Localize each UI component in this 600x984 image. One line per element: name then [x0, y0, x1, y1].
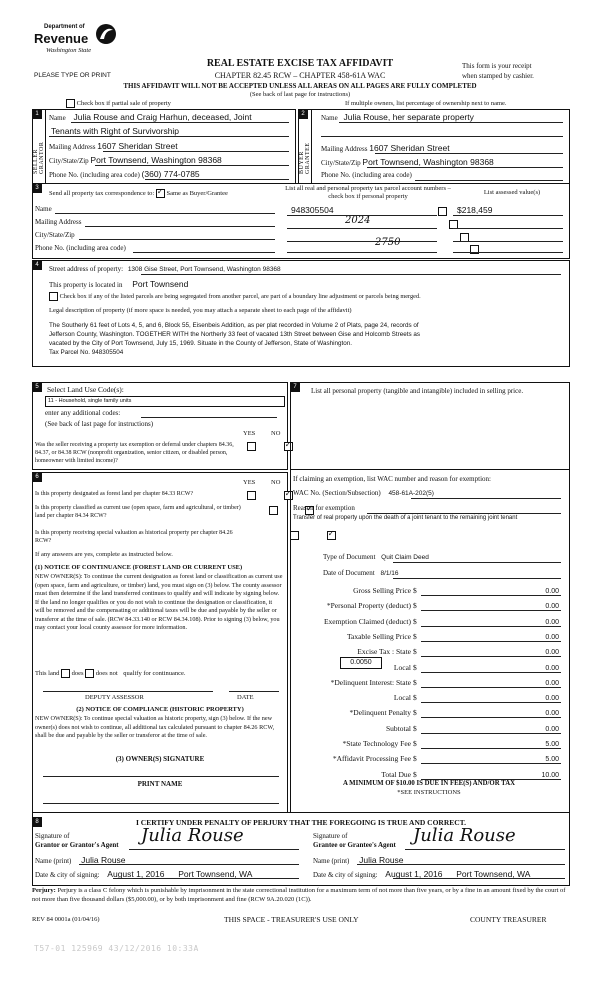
fee-line — [421, 672, 561, 673]
located-label: This property is located in — [49, 281, 123, 289]
seller-city-value: Port Townsend, Washington 98368 — [90, 155, 222, 165]
seller-name-value: Julia Rouse and Craig Harhun, deceased, Joint — [73, 112, 252, 122]
section-number: 2 — [298, 109, 308, 119]
fee-row — [295, 678, 561, 689]
dor-logo — [34, 20, 120, 62]
buyer-side-label: BUYER GRANTEE — [299, 142, 311, 174]
multiple-owners-note: If multiple owners, list percentage of ownership next to name. — [345, 100, 507, 107]
seller-phone-value: (360) 774-0785 — [141, 169, 200, 179]
does-not-label: does not — [95, 669, 118, 677]
select-land-use-label: Select Land Use Code(s): — [47, 385, 124, 394]
fee-row — [295, 739, 561, 750]
fee-row — [295, 693, 561, 704]
fee-label: *Personal Property (deduct) — [326, 601, 411, 611]
fee-label: Local — [393, 662, 411, 672]
fee-row — [295, 724, 561, 735]
fee-row — [295, 770, 561, 781]
fee-value: 0.00 — [545, 603, 559, 611]
fee-line — [421, 641, 561, 642]
perjury-bold-label: Perjury: — [32, 887, 56, 894]
doc-type-value: Quit Claim Deed — [381, 554, 429, 561]
additional-codes-label: enter any additional codes: — [45, 409, 121, 417]
see-back: (See back of last page for instructions) — [249, 91, 351, 98]
additional-codes-input[interactable] — [141, 417, 277, 418]
yes-header: YES — [243, 430, 256, 437]
mailing-label: Mailing Address — [321, 145, 368, 153]
fee-line — [421, 610, 561, 611]
located-value: Port Townsend — [132, 279, 189, 289]
legal-line4: Tax Parcel No. 948305504 — [49, 349, 124, 356]
land-use-select[interactable]: 11 - Household, single family units — [45, 396, 285, 407]
section-number: 6 — [32, 472, 42, 482]
notice1-body: NEW OWNER(S): To continue the current designation as forest land or classification as current use (open space, farm and agriculture, or timber) land, you must sign on (3) below. The county assessor must then determine if the land transferred continues to qualify and will indicate by signing below. If the land no longer qualifies or you do not wish to continue the designation or classification, it will be removed and the compensating or additional taxes will be due and payable by the seller or transferor at the time of sale. (RCW 84.33.140 or RCW 84.34.108). Prior to signing (3) below, you may contact your local county assessor for more information. — [35, 573, 283, 631]
deputy-assessor-label: DEPUTY ASSESSOR — [85, 694, 144, 701]
grantee-signature: Julia Rouse — [413, 825, 516, 846]
fee-line — [421, 763, 561, 764]
historic-question: Is this property receiving special valuation as historical property per chapter 84.26 RCW? — [35, 530, 233, 544]
city-label: City/State/Zip — [49, 157, 89, 165]
fee-value: 0.00 — [545, 710, 559, 718]
fee-label: Taxable Selling Price — [346, 631, 411, 641]
this-land-label: This land — [35, 669, 60, 677]
doc-type-row — [323, 553, 429, 561]
doc-date-value: 8/1/16 — [380, 570, 399, 577]
dollar-sign: $ — [413, 754, 417, 764]
buyer-phone-row — [321, 171, 412, 179]
street-label: Street address of property: — [49, 265, 124, 273]
dept-line1: Department of — [44, 24, 85, 30]
grantor-sig-label2: Grantor or Grantor's Agent — [35, 841, 119, 849]
exemption-yes-checkbox[interactable] — [247, 442, 256, 451]
dollar-sign: $ — [413, 739, 417, 748]
fee-value: 0.00 — [545, 664, 559, 672]
form-title: REAL ESTATE EXCISE TAX AFFIDAVIT — [206, 58, 394, 69]
fee-row — [295, 663, 561, 674]
dollar-sign: $ — [413, 586, 417, 595]
grantee-name-value: Julia Rouse — [359, 855, 404, 865]
fee-line — [421, 687, 561, 688]
name-label: Name — [49, 114, 66, 122]
local-rate-box: 0.0050 — [340, 657, 382, 669]
grantor-city-value: Port Townsend, WA — [178, 869, 253, 879]
seller-phone-row — [49, 169, 291, 179]
qualify-label: qualify for continuance. — [123, 669, 186, 677]
no-header: NO — [271, 430, 281, 437]
fee-label: *Delinquent Penalty — [349, 708, 411, 718]
doc-date-label: Date of Document — [323, 569, 375, 577]
corr-mailing-label: Mailing Address — [35, 218, 82, 226]
land-use-see-back: (See back of last page for instructions) — [45, 420, 154, 428]
partial-sale-row — [66, 99, 171, 108]
county-treasurer: COUNTY TREASURER — [470, 915, 547, 924]
does-label: does — [71, 669, 84, 677]
yes-header: YES — [243, 479, 256, 486]
this-land-row — [35, 669, 186, 678]
wac-value: 458-61A-202(5) — [388, 490, 434, 497]
grantor-date-value: August 1, 2016 — [107, 869, 165, 879]
legal-line2: Jefferson County, Washington. TOGETHER WITH the Northerly 33 feet of vacated 13th Street between Gise and Holcomb Streets as — [49, 331, 420, 338]
personal-property-checkbox-1[interactable] — [438, 207, 447, 216]
fee-value: 5.00 — [545, 741, 559, 748]
please-type: PLEASE TYPE OR PRINT — [34, 72, 111, 79]
send-label: Send all property tax correspondence to: — [49, 189, 155, 197]
if-yes-note: If any answers are yes, complete as instructed below. — [35, 551, 173, 558]
doc-type-label: Type of Document — [323, 553, 376, 561]
grantor-sig-label1: Signature of — [35, 832, 70, 840]
seller-mailing-row — [49, 141, 291, 151]
dollar-sign: $ — [413, 693, 417, 703]
buyer-city-value: Port Townsend, Washington 98368 — [362, 157, 494, 167]
dollar-sign: $ — [413, 601, 417, 611]
dollar-sign: $ — [413, 662, 417, 672]
doc-date-row — [323, 569, 399, 577]
fee-row — [295, 708, 561, 719]
property-section — [32, 260, 570, 367]
current-use-question: Is this property classified as current use (open space, farm and agricultural, or timber) land per chapter 84.34 RCW? — [35, 505, 241, 519]
reason-label: Reason for exemption — [293, 504, 355, 512]
fee-label: Gross Selling Price — [353, 586, 411, 595]
fee-value: 0.00 — [545, 633, 559, 641]
date-label: DATE — [237, 694, 254, 701]
legal-line3: vacated by the City of Port Townsend, July 15, 1969. Situate in the County of Jefferson, State of Washington. — [49, 340, 353, 347]
fee-line — [421, 748, 561, 749]
fee-value: 0.00 — [545, 649, 559, 657]
partial-sale-label: Check box if partial sale of property — [76, 99, 171, 107]
name-print-label: Name (print) — [313, 857, 350, 865]
perjury-notice — [32, 887, 568, 904]
treasurer-use-only: THIS SPACE - TREASURER'S USE ONLY — [224, 915, 359, 924]
exemption-question: Was the seller receiving a property tax exemption or deferral under chapters 84.36, 84.37, or 84.38 RCW (nonprofit organization, senior citizen, or disabled person, homeowner with limited income)? — [35, 442, 234, 464]
fee-value: 0.00 — [545, 679, 559, 687]
name-label: Name — [321, 114, 338, 122]
section-number: 8 — [32, 817, 42, 827]
current-use-yes-checkbox[interactable] — [269, 506, 278, 515]
section-number: 5 — [32, 382, 42, 392]
parcel1-value: 948305504 — [291, 205, 334, 215]
parcel-header: List all real and personal property tax parcel account numbers – check box if personal property — [285, 185, 451, 200]
fee-label: Subtotal — [385, 723, 411, 733]
grantor-signature: Julia Rouse — [141, 825, 244, 846]
fee-label: *Delinquent Interest: State — [330, 677, 411, 687]
same-as-buyer-label: Same as Buyer/Grantee — [166, 189, 228, 197]
notice1-title: (1) NOTICE OF CONTINUANCE (FOREST LAND OR CURRENT USE) — [35, 564, 243, 571]
phone-label: Phone No. (including area code) — [49, 171, 140, 179]
exemption-label: If claiming an exemption, list WAC number and reason for exemption: — [293, 475, 491, 483]
phone-label: Phone No. (including area code) — [321, 171, 412, 179]
seller-name-row — [49, 112, 291, 122]
seller-mailing-value: 1607 Sheridan Street — [97, 141, 178, 151]
city-label: City/State/Zip — [321, 159, 361, 167]
forest-yes-checkbox[interactable] — [247, 491, 256, 500]
does-not-checkbox[interactable] — [85, 669, 94, 678]
wac-row — [293, 489, 434, 497]
send-correspondence-row — [49, 189, 228, 198]
fee-value: 5.00 — [545, 756, 559, 764]
dollar-sign: $ — [413, 723, 417, 733]
buyer-mailing-row — [321, 143, 565, 153]
fee-line — [421, 626, 561, 627]
hand-note-2: 2750 — [375, 237, 401, 248]
name-print-label: Name (print) — [35, 857, 72, 865]
seller-section — [32, 109, 296, 184]
dollar-sign: $ — [413, 616, 417, 626]
corr-city-label: City/State/Zip — [35, 231, 75, 239]
fee-row — [295, 617, 561, 628]
corr-phone-label: Phone No. (including area code) — [35, 244, 126, 252]
signature-section — [32, 812, 570, 886]
notice3-title: (3) OWNER(S) SIGNATURE — [115, 755, 205, 763]
fee-value: 0.00 — [545, 695, 559, 703]
receipt-note1: This form is your receipt — [462, 62, 532, 70]
grantee-date-value: August 1, 2016 — [385, 869, 443, 879]
same-as-buyer-checkbox[interactable] — [156, 189, 165, 198]
corr-name-label: Name — [35, 205, 52, 213]
fee-row — [295, 647, 561, 658]
grantee-city-value: Port Townsend, WA — [456, 869, 531, 879]
dollar-sign: $ — [413, 769, 417, 779]
section-number: 3 — [32, 183, 42, 193]
mailing-label: Mailing Address — [49, 143, 96, 151]
buyer-name-value: Julia Rouse, her separate property — [343, 112, 474, 122]
seller-side-label: SELLER GRANTOR — [33, 141, 45, 174]
dor-logo-mark-icon — [95, 23, 117, 45]
certify-statement: I CERTIFY UNDER PENALTY OF PERJURY THAT THE FOREGOING IS TRUE AND CORRECT. — [135, 818, 466, 827]
correspondence-section — [32, 183, 570, 259]
see-instructions-note: *SEE INSTRUCTIONS — [397, 789, 461, 796]
fee-line — [421, 656, 561, 657]
dollar-sign: $ — [413, 631, 417, 641]
fee-label: Local — [393, 693, 411, 703]
date-city-label: Date & city of signing: — [35, 871, 100, 879]
forest-question: Is this property designated as forest land per chapter 84.33 RCW? — [35, 491, 194, 497]
buyer-name-row — [321, 112, 565, 122]
section-number: 1 — [32, 109, 42, 119]
legal-line1: The Southerly 61 feet of Lots 4, 5, and 6, Block 55, Eisenbeis Addition, as per plat recorded in Volume 2 of Plats, page 24, records of — [49, 322, 419, 329]
assessed-header: List assessed value(s) — [483, 189, 541, 196]
located-row — [49, 279, 188, 289]
land-use-section — [32, 382, 288, 470]
fee-row — [295, 601, 561, 612]
fee-value: 0.00 — [545, 618, 559, 626]
buyer-mailing-value: 1607 Sheridan Street — [369, 143, 450, 153]
fee-row — [295, 754, 561, 765]
fee-label: Exemption Claimed (deduct) — [323, 616, 411, 626]
section-number: 7 — [290, 382, 300, 392]
wac-label: WAC No. (Section/Subsection) — [293, 489, 381, 497]
no-header: NO — [271, 479, 281, 486]
dept-line3: Washington State — [46, 47, 92, 54]
dept-line2: Revenue — [34, 31, 89, 46]
segregated-checkbox[interactable] — [49, 292, 58, 301]
date-city-label: Date & city of signing: — [313, 871, 378, 879]
partial-sale-checkbox[interactable] — [66, 99, 75, 108]
fee-value: 0.00 — [545, 725, 559, 733]
does-checkbox[interactable] — [61, 669, 70, 678]
seller-name-value2: Tenants with Right of Survivorship — [51, 126, 180, 136]
forest-land-section — [32, 472, 288, 813]
treasurer-stamp: T57-01 125969 43/12/2016 10:33A — [34, 944, 199, 953]
fee-label: Total Due — [381, 769, 411, 779]
notice2-title: (2) NOTICE OF COMPLIANCE (HISTORIC PROPERTY) — [76, 706, 244, 713]
hand-note-1: 2024 — [345, 215, 371, 226]
dollar-sign: $ — [413, 647, 417, 657]
section-number: 4 — [32, 260, 42, 270]
dollar-sign: $ — [413, 708, 417, 718]
fee-line — [421, 595, 561, 596]
perjury-text: Perjury is a class C felony which is punishable by imprisonment in the state correctional institution for a maximum term of not more than five years, or by a fine in an amount fixed by the court of not more than five thousand dollars ($5,000.00), or by both imprisonment and fine (RCW 9A.20.020 (1C)). — [32, 887, 566, 903]
notice2-body: NEW OWNER(S): To continue special valuation as historic property, sign (3) below. If the new owner(s) does not wish to continue, all additional tax calculated pursuant to chapter 84.26 RCW, shall be due and payable by the seller or transferor at the time of sale. — [35, 715, 275, 739]
form-subtitle: CHAPTER 82.45 RCW – CHAPTER 458-61A WAC — [214, 71, 386, 80]
grantee-sig-label2: Grantee or Grantee's Agent — [313, 841, 396, 849]
personal-property-list-label: List all personal property (tangible and intangible) included in selling price. — [311, 387, 524, 395]
seller-city-row — [49, 155, 291, 165]
fee-row — [295, 632, 561, 643]
fee-label: *State Technology Fee — [342, 739, 411, 748]
dollar-sign: $ — [413, 677, 417, 687]
form-revision: REV 84 0001a (01/04/16) — [32, 916, 100, 923]
form-warning: THIS AFFIDAVIT WILL NOT BE ACCEPTED UNLESS ALL AREAS ON ALL PAGES ARE FULLY COMPLETED — [123, 82, 477, 90]
grantor-name-value: Julia Rouse — [81, 855, 126, 865]
assessed1-value: $218,459 — [457, 205, 493, 215]
receipt-note2: when stamped by cashier. — [462, 72, 534, 80]
fee-label: *Affidavit Processing Fee — [332, 754, 411, 764]
buyer-city-row — [321, 157, 565, 167]
fee-value: 0.00 — [545, 588, 559, 595]
print-name-label: PRINT NAME — [137, 780, 183, 788]
buyer-section — [298, 109, 570, 184]
reason-value: Transfer of real property upon the death of a joint tenant to the remaining joint tenant — [293, 515, 518, 521]
fee-label: Excise Tax : State — [357, 647, 411, 657]
minimum-fee-note: A MINIMUM OF $10.00 IS DUE IN FEE(S) AND/OR TAX — [342, 780, 516, 787]
segregated-row — [49, 292, 421, 301]
street-value: 1308 Gise Street, Port Townsend, Washington 98368 — [127, 266, 281, 273]
grantee-sig-label1: Signature of — [313, 832, 348, 840]
fee-value: 10.00 — [541, 771, 559, 779]
fee-row — [295, 586, 561, 597]
segregated-label: Check box if any of the listed parcels are being segregated from another parcel, are part of a boundary line adjustment or parcels being merged. — [59, 292, 421, 300]
legal-label: Legal description of property (if more space is needed, you may attach a separate sheet to each page of the affidavit) — [49, 307, 352, 314]
street-row — [49, 265, 281, 273]
fee-line — [421, 717, 561, 718]
fee-line — [421, 702, 561, 703]
fee-line — [421, 733, 561, 734]
